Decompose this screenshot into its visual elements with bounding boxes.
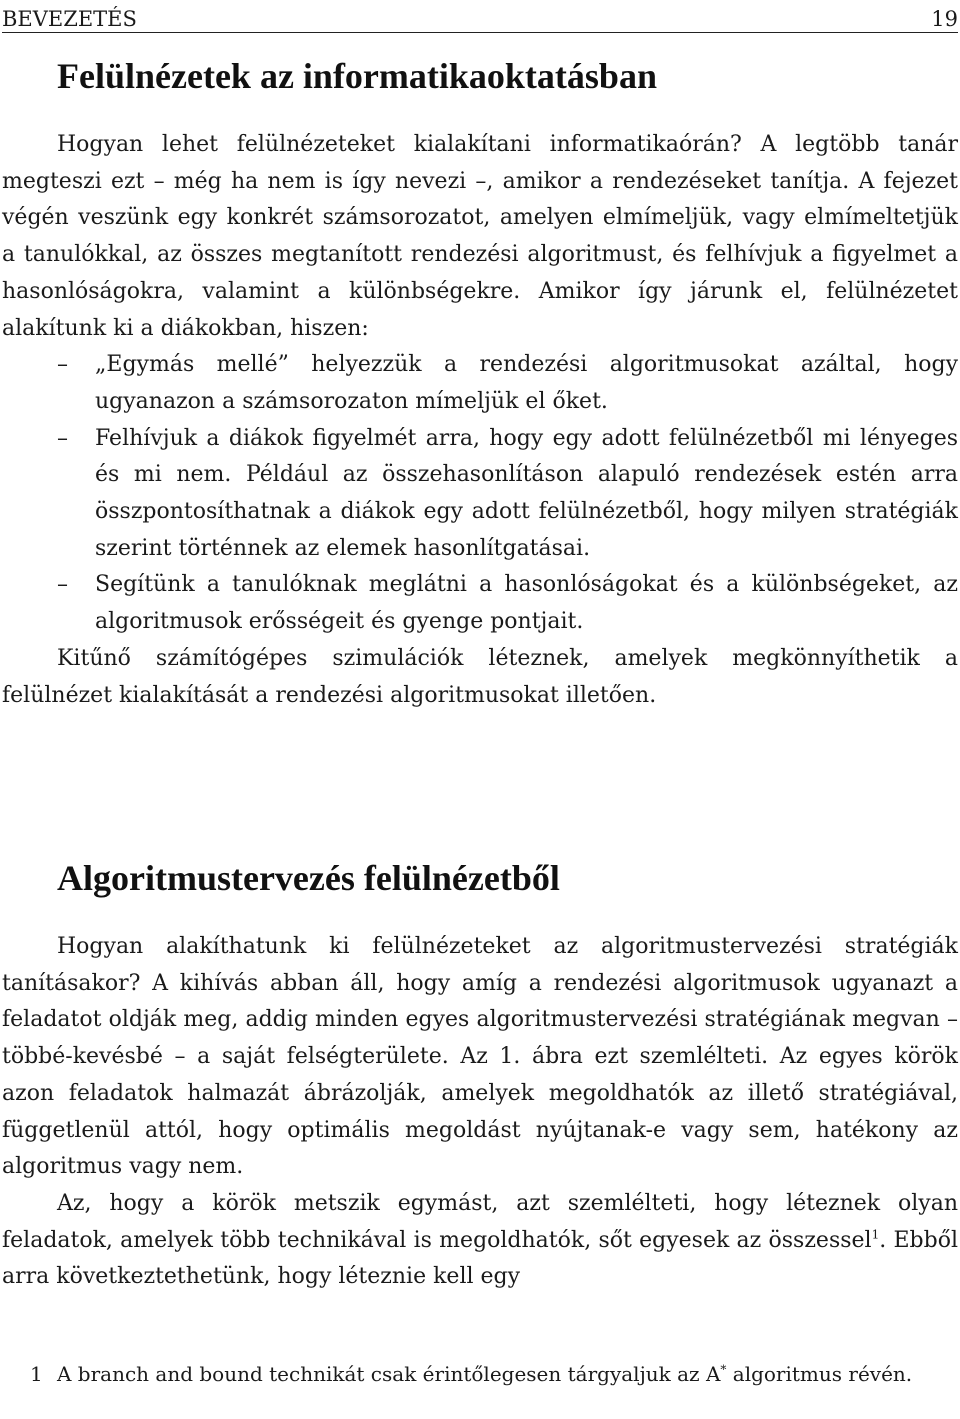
footnote — [30, 1358, 958, 1391]
list-item — [2, 567, 958, 640]
bullet-text: Felhívjuk a diákok figyelmét arra, hogy egy adott felülnézetből mi lényeges és mi nem. Például az összehasonlításon alapuló rendezések estén arra összpontosíthatnak a diákok egy adott felülnézetből, hogy milyen stratégiák szerint történnek az elemek hasonlítgatásai. — [95, 425, 958, 561]
running-head-section: BEVEZETÉS — [2, 7, 137, 31]
footnote-number: 1 — [30, 1362, 43, 1386]
page-number: 19 — [931, 7, 958, 31]
footnote-text-start: A branch and bound technikát csak érintőlegesen tárgyaljuk az A — [57, 1362, 721, 1386]
footnote-superscript: * — [720, 1362, 727, 1377]
footnote-text-end: algoritmus révén. — [726, 1362, 913, 1386]
list-item — [2, 347, 958, 420]
bullet-dash: – — [57, 352, 68, 378]
bullet-dash: – — [57, 425, 68, 451]
section-heading-felulnezetek: Felülnézetek az informatikaoktatásban — [57, 56, 657, 96]
paragraph-2-start: Az, hogy a körök metszik egymást, azt szemlélteti, hogy léteznek olyan feladatok, amelyek több technikával is megoldhatók, sőt egyesek az összessel — [2, 1190, 958, 1253]
bullet-text: „Egymás mellé” helyezzük a rendezési algoritmusokat azáltal, hogy ugyanazon a számsorozaton mímeljük el őket. — [95, 352, 958, 414]
section-body-algoritmustervezes — [2, 929, 958, 1296]
intro-paragraph: Hogyan lehet felülnézeteket kialakítani informatikaórán? A legtöbb tanár megteszi ezt – még ha nem is így nevezi –, amikor a rendezéseket tanítja. A fejezet végén veszünk egy konkrét számsorozatot, amelyen elmímeljük, vagy elmímeltetjük a tanulókkal, az összes megtanított rendezési algoritmust, és felhívjuk a figyelmet a hasonlóságokra, valamint a különbségekre. Amikor így járunk el, felülnézetet alakítunk ki a diákokban, hiszen: — [2, 132, 958, 341]
footnote-text — [30, 1358, 958, 1391]
paragraph-2-end: . Ebből arra következtethetünk, hogy léteznie kell egy — [2, 1227, 958, 1290]
list-item — [2, 421, 958, 568]
bullet-dash: – — [57, 572, 68, 598]
paragraph-2 — [2, 1186, 958, 1296]
bullet-text: Segítünk a tanulóknak meglátni a hasonlóságokat és a különbségeket, az algoritmusok erősségeit és gyenge pontjait. — [95, 572, 958, 635]
bullet-list — [2, 347, 958, 641]
section-heading-algoritmustervezes: Algoritmustervezés felülnézetből — [57, 858, 560, 898]
footnote-reference: 1 — [871, 1227, 880, 1242]
running-head — [2, 4, 958, 33]
paragraph-1: Hogyan alakíthatunk ki felülnézeteket az algoritmustervezési stratégiák tanításakor? A kihívás abban áll, hogy amíg a rendezési algoritmusok ugyanazt a feladatot oldják meg, addig minden egyes algoritmustervezési stratégiának megvan – többé-kevésbé – a saját felségterülete. Az 1. ábra ezt szemlélteti. Az egyes körök azon feladatok halmazát ábrázolják, amelyek megoldhatók az illető stratégiával, függetlenül attól, hogy optimális megoldást nyújtanak-e vagy sem, hatékony az algoritmus vagy nem. — [2, 934, 958, 1180]
section-body-felulnezetek — [2, 127, 958, 714]
closing-paragraph: Kitűnő számítógépes szimulációk léteznek, amelyek megkönnyíthetik a felülnézet kialakítását a rendezési algoritmusokat illetően. — [2, 645, 958, 708]
